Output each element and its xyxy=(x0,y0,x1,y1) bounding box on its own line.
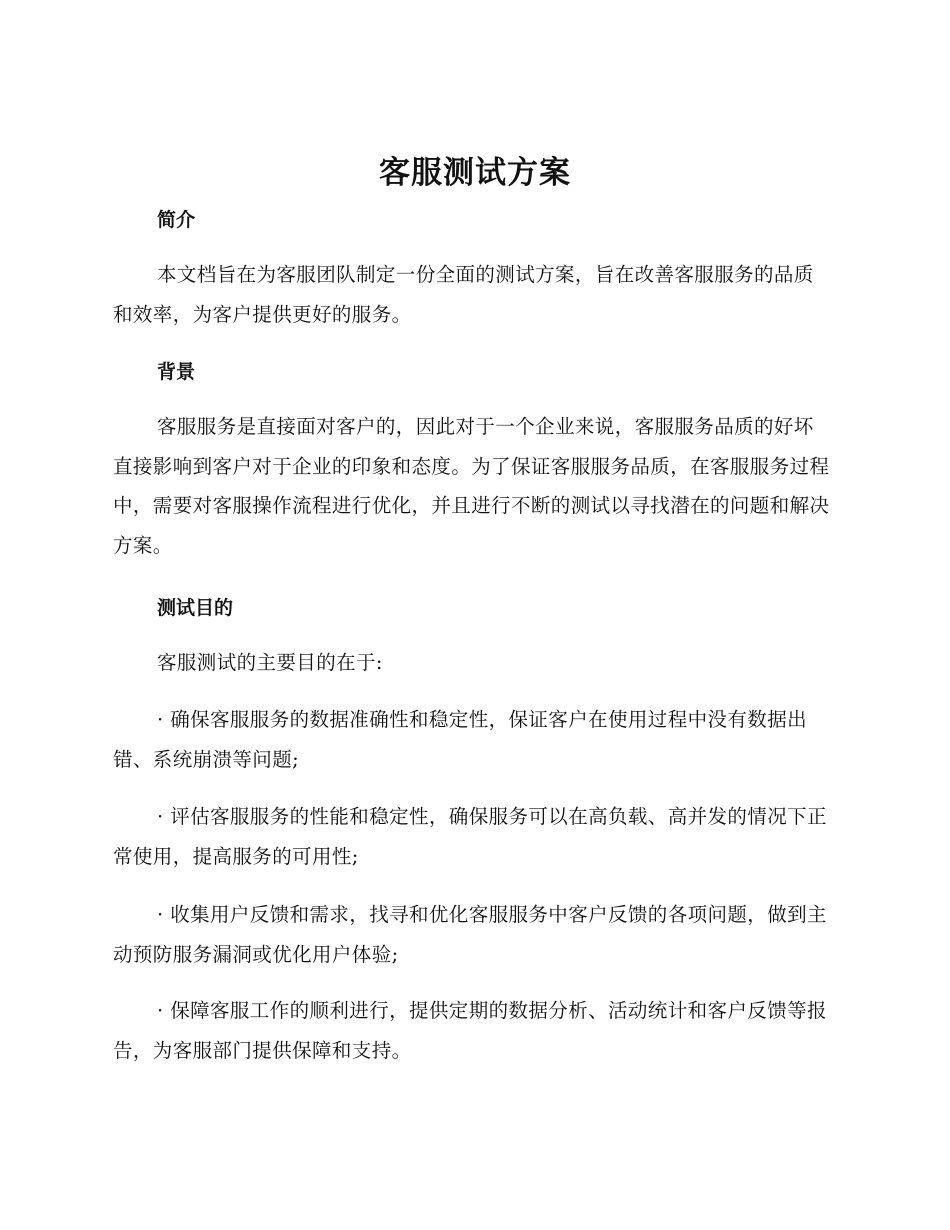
objective-item: · 收集用户反馈和需求，找寻和优化客服服务中客户反馈的各项问题，做到主动预防服务漏洞或优化用户体验; xyxy=(113,903,827,966)
section-heading-background: 背景 xyxy=(157,361,196,383)
objective-item: · 评估客服服务的性能和稳定性，确保服务可以在高负载、高并发的情况下正常使用，提高服务的可用性; xyxy=(113,805,827,868)
intro-paragraph: 本文档旨在为客服团队制定一份全面的测试方案，旨在改善客服服务的品质和效率，为客户提供更好的服务。 xyxy=(113,263,814,326)
background-paragraph: 客服服务是直接面对客户的，因此对于一个企业来说，客服服务品质的好坏直接影响到客户对于企业的印象和态度。为了保证客服服务品质，在客服服务过程中，需要对客服操作流程进行优化，并且进行不断的测试以寻找潜在的问题和解决方案。 xyxy=(113,415,830,557)
objectives-lead: 客服测试的主要目的在于: xyxy=(157,651,383,674)
objective-item: · 确保客服服务的数据准确性和稳定性，保证客户在使用过程中没有数据出错、系统崩溃等问题; xyxy=(113,708,807,771)
document-title: 客服测试方案 xyxy=(379,155,571,191)
section-heading-intro: 简介 xyxy=(157,209,196,231)
section-heading-objectives: 测试目的 xyxy=(157,597,234,619)
objective-item: · 保障客服工作的顺利进行，提供定期的数据分析、活动统计和客户反馈等报告，为客服部门提供保障和支持。 xyxy=(113,999,827,1062)
